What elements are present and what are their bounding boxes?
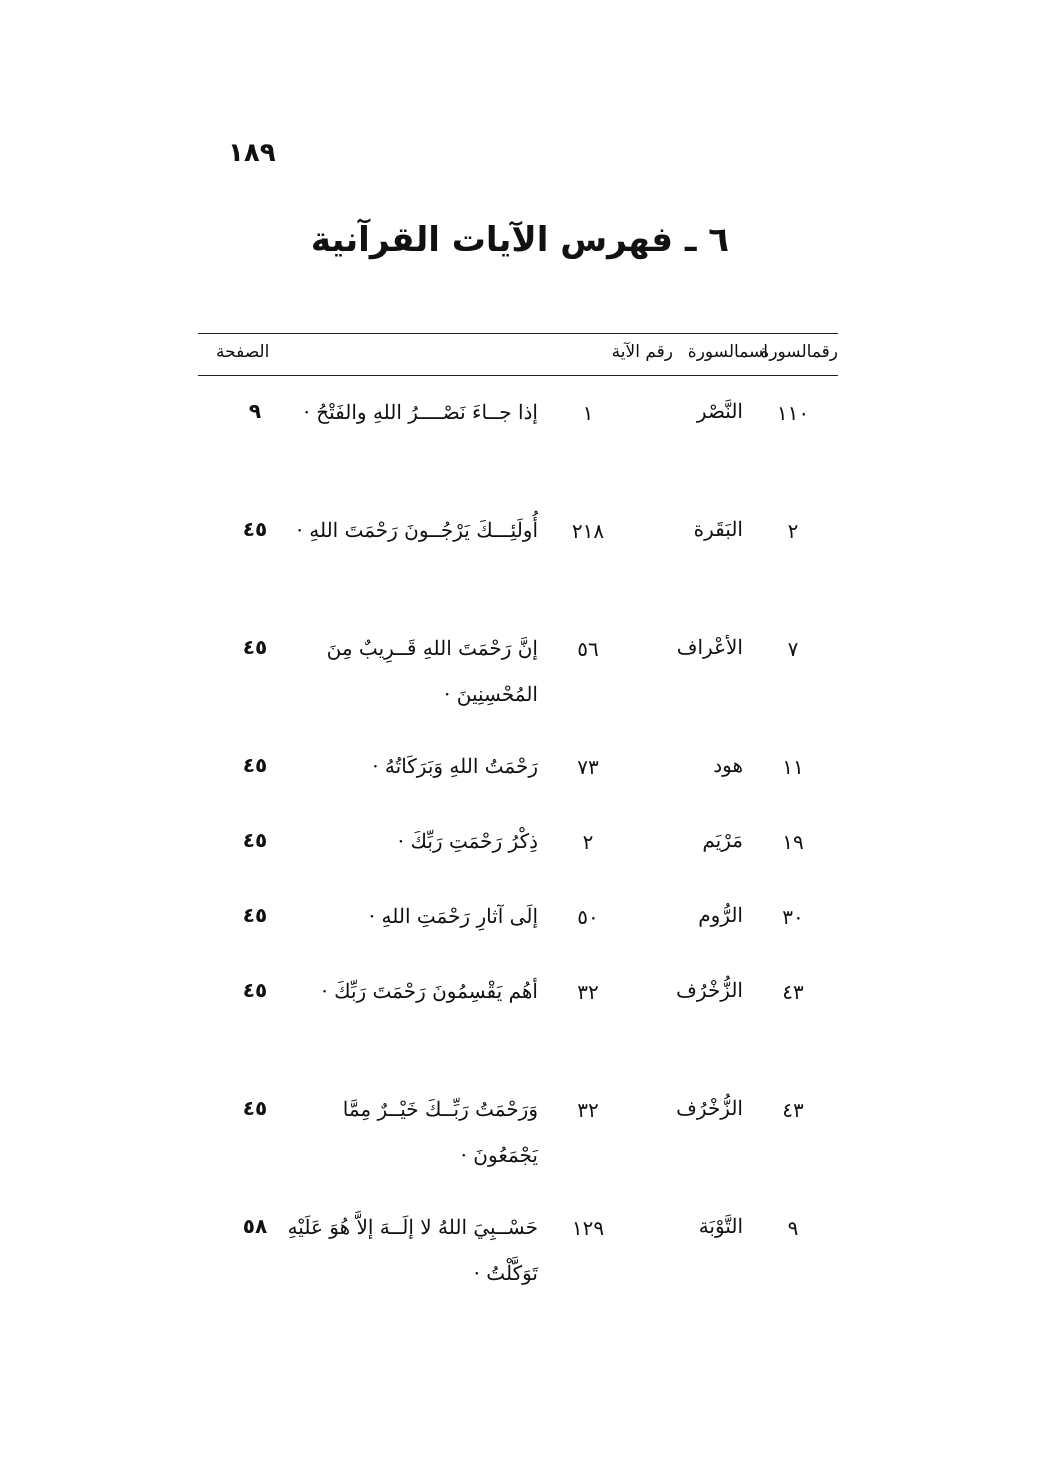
surah-name: الرُّوم [698,903,743,927]
surah-name: الزُّخْرُف [676,1096,743,1120]
surah-number: ٩ [787,1216,799,1240]
verse-number: ٥٦ [577,637,599,661]
page-ref: ٤٥ [242,635,268,659]
verse-text: حَسْــبِيَ اللهُ لا إلَــهَ إلاَّ هُوَ عَلَيْهِ تَوَكَّلْتُ · [287,1215,538,1285]
header-page: الصفحة [216,342,270,362]
verse-text: أهُم يَقْسِمُونَ رَحْمَتَ رَبِّكَ · [321,979,538,1003]
header-surah-number: رقمالسورة [760,342,838,362]
page-ref: ٥٨ [242,1214,268,1238]
table-row [198,395,838,513]
table-row [198,1210,838,1328]
surah-number: ٣٠ [782,905,804,929]
page-ref: ٤٥ [242,1096,268,1120]
surah-number: ٢ [787,519,799,543]
surah-name: الأعْراف [676,635,743,659]
page-ref: ٤٥ [242,517,268,541]
verse-text: أُولَئِـــكَ يَرْجُــونَ رَحْمَتَ اللهِ · [296,518,538,542]
surah-name: النَّصْر [696,399,743,423]
table-row [198,824,838,899]
table-row [198,513,838,631]
surah-number: ١٩ [782,830,804,854]
page-ref: ٤٥ [242,903,268,927]
verse-number: ٢ [582,830,594,854]
table-row [198,631,838,749]
verse-number: ٣٢ [577,1098,599,1122]
verse-number: ٥٠ [577,905,599,929]
table-top-rule [198,333,838,334]
surah-name: البَقَرة [693,517,743,541]
surah-name: هود [713,753,743,777]
page-ref: ٤٥ [242,978,268,1002]
header-verse-number: رقم الآية [611,342,673,362]
verse-number: ١٢٩ [571,1216,605,1240]
table-row [198,899,838,974]
table-row [198,1092,838,1210]
page-ref: ٩ [248,399,262,423]
table-header [198,340,838,370]
surah-number: ٤٣ [782,1098,804,1122]
surah-name: الزُّخْرُف [676,978,743,1002]
verse-number: ٣٢ [577,980,599,1004]
table-header-rule [198,375,838,376]
page-title: ٦ ـ فهرس الآيات القرآنية [310,220,730,260]
verse-number: ١ [582,401,594,425]
surah-number: ١١ [782,755,804,779]
verse-text: رَحْمَتُ اللهِ وَبَرَكَاتُهُ · [372,754,538,778]
verse-text: وَرَحْمَتُ رَبِّــكَ خَيْــرٌ مِمَّا يَجْمَعُونَ · [342,1097,538,1167]
page-ref: ٤٥ [242,753,268,777]
surah-number: ٧ [787,637,799,661]
verse-text: إذا جــاءَ نَصْــــرُ اللهِ والفَتْحُ · [303,400,538,424]
table-row [198,974,838,1092]
verse-number: ٢١٨ [571,519,605,543]
surah-name: التَّوْبَة [698,1214,743,1238]
verse-text: إنَّ رَحْمَتَ اللهِ قَــرِيبٌ مِنَ المُحْسِنِينَ · [326,636,538,706]
table-row [198,749,838,824]
verse-text: ذِكْرُ رَحْمَتِ رَبِّكَ · [397,829,538,853]
index-table-body [198,395,838,1328]
surah-name: مَرْيَم [702,828,743,852]
page-number: ١٨٩ [228,138,276,168]
header-surah-name: اسمالسورة [687,342,768,362]
page-ref: ٤٥ [242,828,268,852]
surah-number: ٤٣ [782,980,804,1004]
verse-text: إلَى آثارِ رَحْمَتِ اللهِ · [368,904,538,928]
surah-number: ١١٠ [776,401,810,425]
verse-number: ٧٣ [577,755,599,779]
